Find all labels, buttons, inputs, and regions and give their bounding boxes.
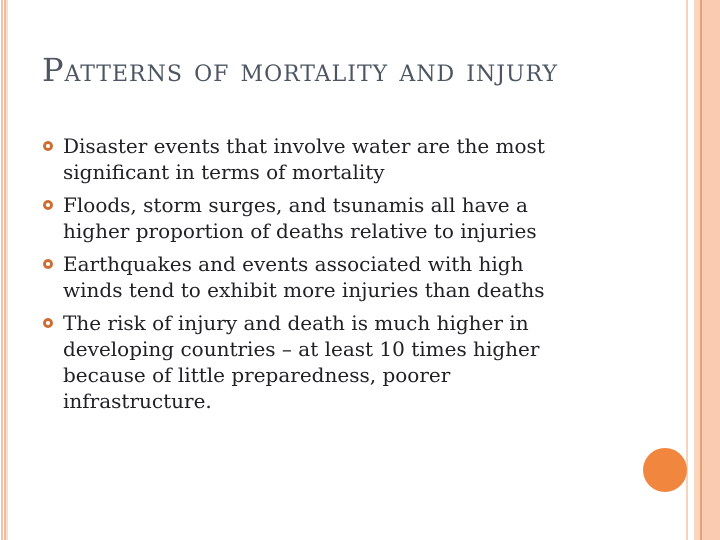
ring-bullet-icon: [43, 318, 53, 328]
left-border-stripe: [1, 0, 3, 540]
bullet-text: [63, 192, 603, 244]
bullet-line: Disaster events that involve water are the most: [63, 134, 545, 158]
ring-bullet-icon: [43, 141, 53, 151]
ring-bullet-icon: [43, 200, 53, 210]
bullet-line: significant in terms of mortality: [63, 160, 385, 184]
bullet-line: because of little preparedness, poorer: [63, 363, 451, 387]
bullet-list: [43, 133, 603, 421]
bullet-line: Earthquakes and events associated with high: [63, 252, 524, 276]
ring-bullet-icon: [43, 259, 53, 269]
right-border-stripe: [702, 0, 720, 540]
bullet-line: infrastructure.: [63, 389, 212, 413]
bullet-line: developing countries – at least 10 times higher: [63, 337, 540, 361]
bullet-item: [43, 192, 603, 244]
bullet-item: [43, 251, 603, 303]
slide-title: Patterns of mortality and injury: [42, 51, 558, 89]
bullet-text: [63, 310, 603, 414]
bullet-item: [43, 310, 603, 414]
bullet-text: [63, 133, 603, 185]
left-border-stripe: [6, 0, 8, 540]
bullet-line: The risk of injury and death is much higher in: [63, 311, 529, 335]
right-border-stripe: [686, 0, 688, 540]
bullet-line: winds tend to exhibit more injuries than deaths: [63, 278, 545, 302]
bullet-line: Floods, storm surges, and tsunamis all have a: [63, 193, 528, 217]
bullet-text: [63, 251, 603, 303]
bullet-item: [43, 133, 603, 185]
bullet-line: higher proportion of deaths relative to injuries: [63, 219, 537, 243]
accent-circle: [643, 448, 687, 492]
